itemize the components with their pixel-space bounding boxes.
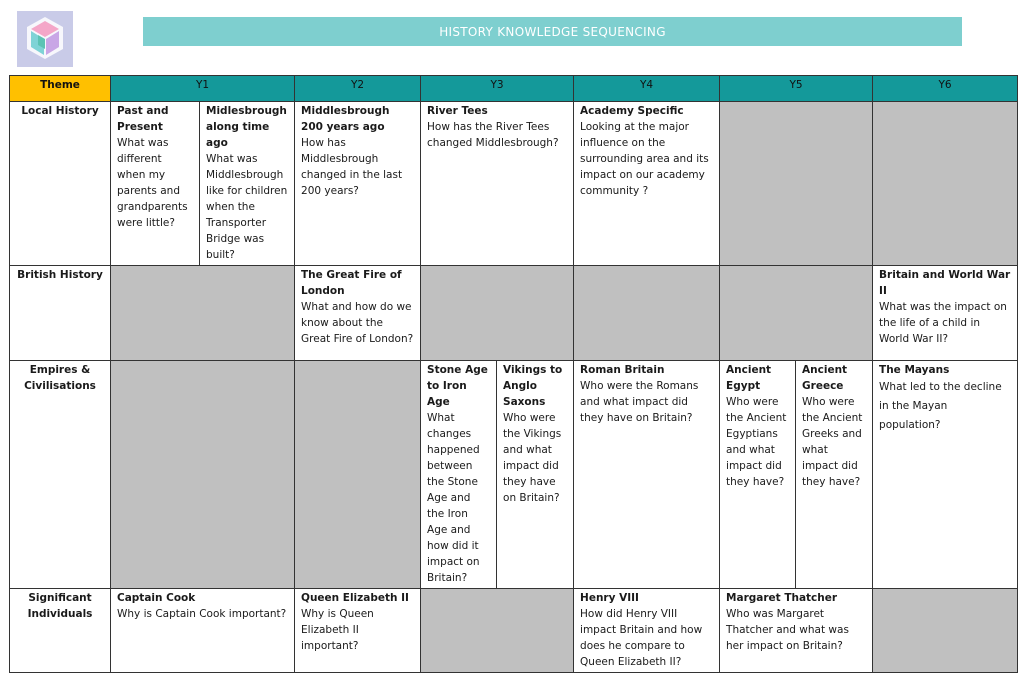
cell-british-y1-empty [111,266,295,361]
cell-title: Ancient Egypt [726,364,772,392]
cell-individuals-y1 [111,589,295,673]
table-row-local-history [10,102,1018,266]
cell-title: The Great Fire of London [301,269,402,297]
cell-british-y4-empty [574,266,720,361]
header-theme: Theme [10,76,111,102]
cell-british-y3-empty [421,266,574,361]
cell-title: Britain and World War II [879,269,1011,297]
cell-question: How has the River Tees changed Middlesbrough? [427,121,559,149]
cell-question: What and how do we know about the Great Fire of London? [301,301,414,345]
table-row-significant-individuals [10,589,1018,673]
page-title: HISTORY KNOWLEDGE SEQUENCING [439,24,666,39]
cell-title: The Mayans [879,364,950,376]
cell-title: Middlesbrough 200 years ago [301,105,390,133]
cell-local-y2 [295,102,421,266]
page-title-banner [143,17,962,46]
header-y2: Y2 [295,76,421,102]
cell-question: Why is Queen Elizabeth II important? [301,608,374,652]
cell-title: Stone Age to Iron Age [427,364,488,408]
cell-title: Margaret Thatcher [726,592,838,604]
header-y6: Y6 [873,76,1018,102]
cell-local-y1a [111,102,200,266]
cell-title: Ancient Greece [802,364,848,392]
cell-empires-y2-empty [295,361,421,589]
cell-local-y1b [200,102,295,266]
cell-title: Roman Britain [580,364,665,376]
cell-individuals-y2 [295,589,421,673]
table-row-empires [10,361,1018,589]
header-y4: Y4 [574,76,720,102]
cell-individuals-y6-empty [873,589,1018,673]
cell-individuals-y4 [574,589,720,673]
cell-question: What changes happened between the Stone Age and the Iron Age and how did it impact on Britain? [427,412,480,584]
header-y3: Y3 [421,76,574,102]
cell-title: Captain Cook [117,592,196,604]
cell-question: Who were the Ancient Greeks and what impact did they have? [802,396,863,488]
cell-question: What was different when my parents and grandparents were little? [117,137,188,229]
cell-question: What led to the decline in the Mayan population? [879,381,1002,431]
cell-local-y5-empty [720,102,873,266]
cell-empires-y3a [421,361,497,589]
school-logo-icon [17,11,73,67]
theme-empires-civilisations: Empires & Civilisations [10,361,111,589]
theme-significant-individuals: Significant Individuals [10,589,111,673]
header-y5: Y5 [720,76,873,102]
table-row-british-history [10,266,1018,361]
theme-local-history: Local History [10,102,111,266]
cell-british-y6 [873,266,1018,361]
cell-title: Midlesbrough along time ago [206,105,287,149]
cell-question: Why is Captain Cook important? [117,608,287,620]
cell-question: Who was Margaret Thatcher and what was her impact on Britain? [726,608,849,652]
cell-title: Past and Present [117,105,169,133]
cell-question: Who were the Romans and what impact did they have on Britain? [580,380,699,424]
cell-empires-y3b [497,361,574,589]
cell-title: Academy Specific [580,105,684,117]
cell-british-y5-empty [720,266,873,361]
theme-british-history: British History [10,266,111,361]
cell-question: Who were the Vikings and what impact did they have on Britain? [503,412,562,504]
cell-question: What was Middlesbrough like for children when the Transporter Bridge was built? [206,153,288,261]
cell-question: How did Henry VIII impact Britain and how does he compare to Queen Elizabeth II? [580,608,703,668]
history-sequencing-table [9,75,1018,673]
cell-question: How has Middlesbrough changed in the last 200 years? [301,137,403,197]
cell-individuals-y3-empty [421,589,574,673]
cell-local-y3 [421,102,574,266]
cell-empires-y5a [720,361,796,589]
table-header-row [10,76,1018,102]
cell-empires-y4 [574,361,720,589]
cell-question: Looking at the major influence on the surrounding area and its impact on our academy community ? [580,121,709,197]
cell-empires-y1-empty [111,361,295,589]
cell-title: Vikings to Anglo Saxons [503,364,563,408]
cell-empires-y5b [796,361,873,589]
cell-question: What was the impact on the life of a child in World War II? [879,301,1007,345]
cell-title: River Tees [427,105,488,117]
cell-empires-y6 [873,361,1018,589]
cell-local-y4 [574,102,720,266]
cell-british-y2 [295,266,421,361]
cell-local-y6-empty [873,102,1018,266]
header-y1: Y1 [111,76,295,102]
cell-title: Queen Elizabeth II [301,592,409,604]
cell-title: Henry VIII [580,592,639,604]
cell-question: Who were the Ancient Egyptians and what impact did they have? [726,396,787,488]
cell-individuals-y5 [720,589,873,673]
